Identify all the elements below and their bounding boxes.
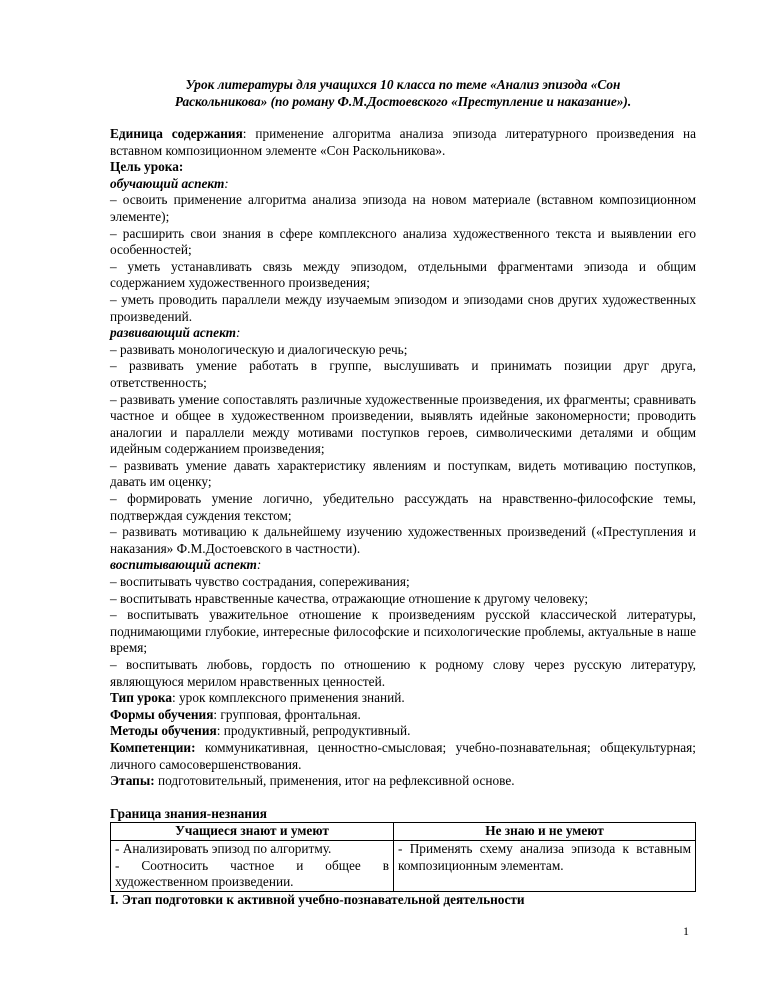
stages-paragraph	[110, 773, 696, 790]
list-item: – воспитывать уважительное отношение к произведениям русской классической литературы, поднимающими глубокие, интересные философские и психологические проблемы, актуальные в наше время;	[110, 607, 696, 656]
table-row	[111, 840, 696, 891]
methods-text: : продуктивный, репродуктивный.	[216, 723, 411, 739]
table-cell-unknown: - Применять схему анализа эпизода к вставным композиционным элементам.	[394, 840, 696, 891]
knowledge-boundary-table	[110, 822, 696, 891]
forms-text: : групповая, фронтальная.	[213, 706, 361, 722]
list-item: – развивать мотивацию к дальнейшему изучению художественных произведений («Преступления и наказания» Ф.М.Достоевского в частности).	[110, 524, 696, 556]
table-header-row	[111, 823, 696, 841]
lesson-type-label: Тип урока	[110, 690, 172, 706]
educating-aspect-label: воспитывающий аспект	[110, 557, 257, 573]
list-item: – развивать умение сопоставлять различные художественные произведения, их фрагменты; сравнивать частное и общее в художественном произведении, выявлять идейные закономерности; проводить аналогии и параллели между мотивами поступков героев, символическими деталями и общим идейным содержанием произведения;	[110, 391, 696, 457]
stages-label: Этапы:	[110, 773, 155, 789]
teaching-aspect-colon: :	[224, 175, 229, 191]
lesson-type-text: : урок комплексного применения знаний.	[172, 690, 405, 706]
methods-paragraph	[110, 723, 696, 740]
table-header-unknown: Не знаю и не умеют	[394, 823, 696, 841]
table-header-known: Учащиеся знают и умеют	[111, 823, 394, 841]
document-page	[110, 76, 696, 908]
list-item: – воспитывать чувство сострадания, сопереживания;	[110, 574, 410, 590]
stages-text: подготовительный, применения, итог на рефлексивной основе.	[154, 773, 515, 789]
list-item: – развивать монологическую и диалогическую речь;	[110, 341, 408, 357]
title-line-2: Раскольникова» (по роману Ф.М.Достоевского «Преступление и наказание»).	[174, 94, 632, 109]
developing-aspect-heading	[110, 325, 696, 342]
spacer	[110, 790, 696, 806]
competencies-text: коммуникативная, ценностно-смысловая; учебно-познавательная; общекультурная; личного самосовершенствования.	[110, 739, 696, 772]
list-item: – развивать умение работать в группе, выслушивать и принимать позиции друг друга, ответственность;	[110, 358, 696, 390]
list-item: – уметь устанавливать связь между эпизодом, отдельными фрагментами эпизода и общим содержанием художественного произведения;	[110, 258, 696, 291]
educating-aspect-heading	[110, 557, 696, 574]
competencies-label: Компетенции:	[110, 739, 196, 755]
page-number: 1	[683, 924, 689, 938]
table-cell-known	[111, 840, 394, 891]
boundary-title: Граница знания-незнания	[110, 805, 267, 821]
list-item: – развивать умение давать характеристику явлениям и поступкам, видеть мотивацию поступков, давать им оценку;	[110, 457, 696, 490]
educating-aspect-colon: :	[256, 557, 262, 573]
content-unit-label: Единица содержания	[110, 126, 243, 141]
lesson-title	[110, 76, 696, 110]
content-unit-text: : применение алгоритма анализа эпизода литературного произведения на вставном композиционном элементе «Сон Раскольникова».	[110, 126, 696, 158]
competencies-paragraph	[110, 740, 696, 773]
list-item: – воспитывать любовь, гордость по отношению к родному слову через русскую литературу, являющуюся мерилом нравственных ценностей.	[110, 657, 696, 689]
lesson-type-paragraph	[110, 690, 696, 707]
title-line-1: Урок литературы для учащихся 10 класса по теме «Анализ эпизода «Сон	[185, 77, 621, 92]
list-item: – расширить свои знания в сфере комплексного анализа художественного текста и выявлении его особенностей;	[110, 225, 696, 258]
list-item: – уметь проводить параллели между изучаемым эпизодом и эпизодами снов других художественных произведений.	[110, 291, 696, 324]
stage-one-heading: I. Этап подготовки к активной учебно-познавательной деятельности	[110, 891, 525, 907]
list-item: – воспитывать нравственные качества, отражающие отношение к другому человеку;	[110, 590, 589, 606]
table-cell-known-line: - Соотносить частное и общее в художественном произведении.	[115, 857, 389, 890]
teaching-aspect-label: обучающий аспект	[110, 175, 225, 191]
forms-paragraph	[110, 707, 696, 724]
teaching-aspect-heading	[110, 176, 696, 193]
forms-label: Формы обучения	[110, 706, 214, 722]
list-item: – формировать умение логично, убедительно рассуждать на нравственно-философские темы, подтверждая суждения текстом;	[110, 491, 696, 523]
table-cell-known-line: - Анализировать эпизод по алгоритму.	[115, 840, 332, 856]
developing-aspect-label: развивающий аспект	[110, 325, 236, 341]
content-unit-paragraph	[110, 126, 696, 159]
goal-label: Цель урока:	[110, 159, 184, 175]
methods-label: Методы обучения	[110, 723, 217, 739]
list-item: – освоить применение алгоритма анализа эпизода на новом материале (вставном композиционном элементе);	[110, 192, 696, 224]
developing-aspect-colon: :	[235, 325, 241, 341]
